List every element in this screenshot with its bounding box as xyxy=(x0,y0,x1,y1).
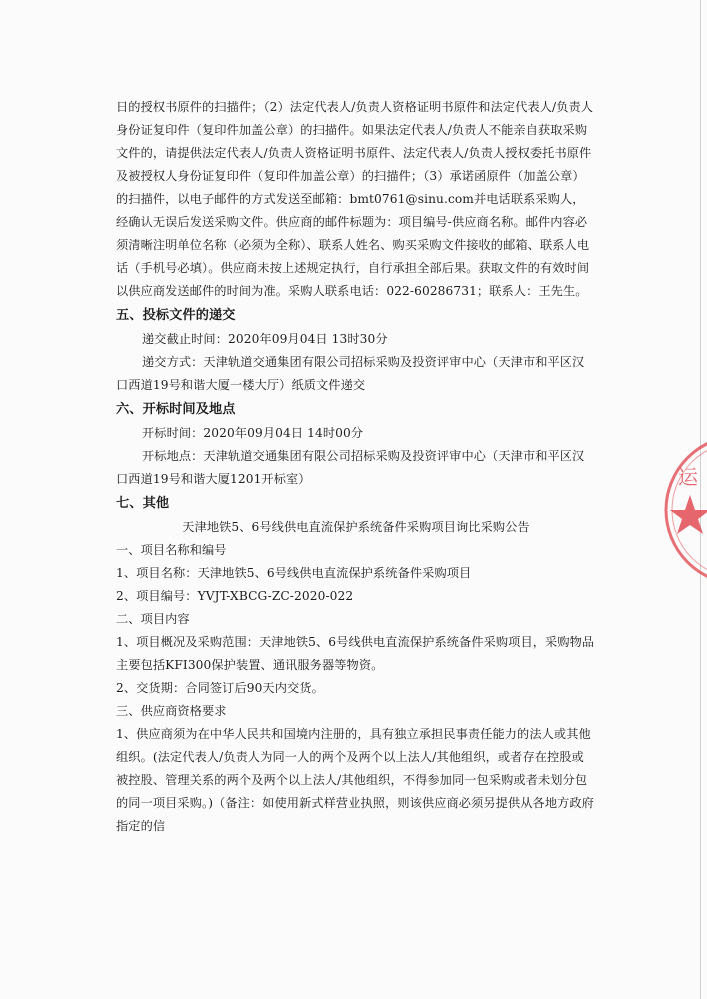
section5-deadline: 递交截止时间：2020年09月04日 13时30分 xyxy=(142,332,388,346)
section5-method: 递交方式：天津轨道交通集团有限公司招标采购及投资评审中心（天津市和平区汉口西道19号和谐大厦一楼大厅）纸质文件递交 xyxy=(116,355,585,392)
sub1-item1: 1、项目名称：天津地铁5、6号线供电直流保护系统备件采购项目 xyxy=(116,566,472,580)
section6-place: 开标地点：天津轨道交通集团有限公司招标采购及投资评审中心（天津市和平区汉口西道19号和谐大厦1201开标室） xyxy=(116,449,585,486)
sub1-item2: 2、项目编号：YVJT-XBCG-ZC-2020-022 xyxy=(116,589,354,603)
sub3-item1: 1、供应商须为在中华人民共和国境内注册的，具有独立承担民事责任能力的法人或其他组织。(法定代表人/负责人为同一人的两个及两个以上法人/其他组织，或者存在控股或被控股、管理关系的两个及两个以上法人/其他组织，不得参加同一包采购或者未划分包的同一项目采购。)（备注：如使用新式样营业执照，则该供应商必须另提供从各地方政府指定的信 xyxy=(116,727,594,833)
document-body xyxy=(116,96,596,838)
sub2-heading: 二、项目内容 xyxy=(116,612,190,626)
seal-text: 运 xyxy=(678,465,698,489)
sub2-item2: 2、交货期：合同签订后90天内交货。 xyxy=(116,681,324,695)
seal-star-icon xyxy=(670,495,707,534)
sub2-item1: 1、项目概况及采购范围：天津地铁5、6号线供电直流保护系统备件采购项目，采购物品主要包括KFI300保护装置、通讯服务器等物资。 xyxy=(116,635,595,672)
section5-heading: 五、投标文件的递交 xyxy=(116,308,236,323)
section6-heading: 六、开标时间及地点 xyxy=(116,402,236,417)
notice-title: 天津地铁5、6号线供电直流保护系统备件采购项目询比采购公告 xyxy=(182,520,530,534)
sub1-heading: 一、项目名称和编号 xyxy=(116,543,227,557)
section6-time: 开标时间：2020年09月04日 14时00分 xyxy=(142,426,364,440)
sub3-heading: 三、供应商资格要求 xyxy=(116,704,227,718)
section7-heading: 七、其他 xyxy=(116,496,170,511)
intro-paragraph: 日的授权书原件的扫描件；（2）法定代表人/负责人资格证明书原件和法定代表人/负责人身份证复印件（复印件加盖公章）的扫描件。如果法定代表人/负责人不能亲自获取采购文件的，请提供法定代表人/负责人资格证明书原件、法定代表人/负责人授权委托书原件及被授权人身份证复印件（复印件加盖公章）的扫描件；（3）承诺函原件（加盖公章）的扫描件，以电子邮件的方式发送至邮箱：bmt0761@sinu.com并电话联系采购人，经确认无误后发送采购文件。供应商的邮件标题为：项目编号-供应商名称。邮件内容必须清晰注明单位名称（必须为全称）、联系人姓名、购买采购文件接收的邮箱、联系人电话（手机号必填）。供应商未按上述规定执行，自行承担全部后果。获取文件的有效时间以供应商发送邮件的时间为准。采购人联系电话：022-60286731；联系人：王先生。 xyxy=(116,100,594,298)
red-seal-stamp xyxy=(660,430,707,610)
